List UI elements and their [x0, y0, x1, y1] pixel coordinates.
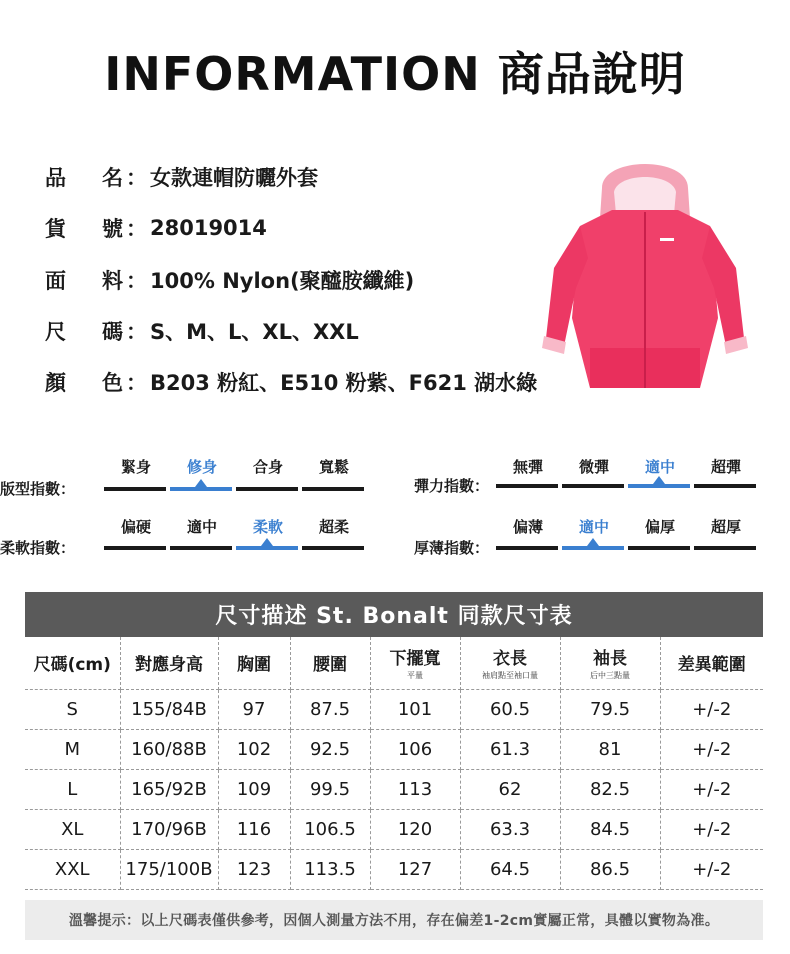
cell: +/-2	[660, 769, 763, 809]
header-size: 尺碼(cm)	[25, 637, 120, 689]
info-row-code	[45, 213, 267, 243]
fit-scale-label: 版型指數：	[0, 480, 76, 498]
softness-marker-icon	[261, 538, 273, 546]
softness-scale-label: 柔軟指數：	[0, 539, 76, 557]
cell: 62	[460, 769, 560, 809]
stretch-segment-active	[628, 484, 690, 488]
cell: +/-2	[660, 849, 763, 889]
stretch-scale-label: 彈力指數：	[414, 477, 490, 495]
header-length: 衣長 袖肩點至袖口量	[460, 637, 560, 689]
cell: +/-2	[660, 809, 763, 849]
cell: 64.5	[460, 849, 560, 889]
thickness-option-0: 偏薄	[512, 518, 543, 536]
stretch-segment	[694, 484, 756, 488]
fit-option-0: 緊身	[120, 458, 151, 476]
cell: 160/88B	[120, 729, 218, 769]
table-header-row	[25, 637, 763, 689]
header-tolerance: 差異範圍	[660, 637, 763, 689]
cell: L	[25, 769, 120, 809]
fit-marker-icon	[195, 479, 207, 487]
thickness-segment	[694, 546, 756, 550]
size-note: 溫馨提示：以上尺碼表僅供參考，因個人測量方法不用，存在偏差1-2cm實屬正常，具體以實物為准。	[25, 900, 763, 940]
header-hem: 下擺寬 平量	[370, 637, 460, 689]
fit-segment	[302, 487, 364, 491]
cell: 155/84B	[120, 689, 218, 729]
info-value-fabric: 100% Nylon(聚醯胺纖維)	[150, 269, 415, 293]
cell: 106.5	[290, 809, 370, 849]
jacket-image	[540, 148, 750, 398]
cell: 113.5	[290, 849, 370, 889]
info-key: 品	[45, 166, 66, 190]
table-row	[25, 689, 763, 729]
stretch-segment	[496, 484, 558, 488]
table-row	[25, 849, 763, 889]
info-key: 面	[45, 269, 66, 293]
cell: M	[25, 729, 120, 769]
info-key: 色	[102, 371, 123, 395]
header-height: 對應身高	[120, 637, 218, 689]
cell: 63.3	[460, 809, 560, 849]
header-hem-sub: 平量	[407, 671, 423, 681]
info-key: 號	[102, 217, 123, 241]
info-sep: ：	[126, 166, 147, 190]
cell: 127	[370, 849, 460, 889]
cell: 81	[560, 729, 660, 769]
info-row-size	[45, 316, 359, 346]
softness-option-2: 柔軟	[252, 518, 283, 536]
stretch-option-1: 微彈	[578, 458, 609, 476]
fit-segment	[236, 487, 298, 491]
info-value-color: B203 粉紅、E510 粉紫、F621 湖水綠	[150, 371, 538, 395]
info-key: 料	[102, 269, 123, 293]
cell: 79.5	[560, 689, 660, 729]
stretch-option-0: 無彈	[512, 458, 543, 476]
cell: 82.5	[560, 769, 660, 809]
fit-segment	[104, 487, 166, 491]
softness-segment-active	[236, 546, 298, 550]
table-row	[25, 729, 763, 769]
thickness-segment	[628, 546, 690, 550]
thickness-option-1: 適中	[578, 518, 609, 536]
info-key: 貨	[45, 217, 66, 241]
cell: 120	[370, 809, 460, 849]
thickness-segment	[496, 546, 558, 550]
cell: S	[25, 689, 120, 729]
stretch-option-2: 適中	[644, 458, 675, 476]
stretch-marker-icon	[653, 476, 665, 484]
cell: 60.5	[460, 689, 560, 729]
info-row-name	[45, 162, 318, 192]
cell: 99.5	[290, 769, 370, 809]
cell: 116	[218, 809, 290, 849]
softness-option-3: 超柔	[318, 518, 349, 536]
cell: 61.3	[460, 729, 560, 769]
softness-segment	[170, 546, 232, 550]
page-title: INFORMATION 商品說明	[104, 47, 686, 101]
size-table-title: 尺寸描述 St. Bonalt 同款尺寸表	[25, 592, 763, 637]
cell: 84.5	[560, 809, 660, 849]
info-row-color	[45, 367, 537, 397]
cell: XXL	[25, 849, 120, 889]
info-key: 名	[102, 166, 123, 190]
cell: 101	[370, 689, 460, 729]
cell: +/-2	[660, 689, 763, 729]
info-value-name: 女款連帽防曬外套	[150, 166, 318, 190]
stretch-segment	[562, 484, 624, 488]
cell: 109	[218, 769, 290, 809]
header-waist: 腰圍	[290, 637, 370, 689]
cell: 102	[218, 729, 290, 769]
header-sleeve: 袖長 后中三點量	[560, 637, 660, 689]
fit-option-2: 合身	[252, 458, 283, 476]
softness-option-0: 偏硬	[120, 518, 151, 536]
thickness-marker-icon	[587, 538, 599, 546]
cell: 113	[370, 769, 460, 809]
header-chest: 胸圍	[218, 637, 290, 689]
thickness-option-2: 偏厚	[644, 518, 675, 536]
table-row	[25, 769, 763, 809]
table-row	[25, 809, 763, 849]
info-sep: ：	[126, 269, 147, 293]
cell: 123	[218, 849, 290, 889]
cell: 86.5	[560, 849, 660, 889]
info-value-code: 28019014	[150, 216, 267, 240]
header-sleeve-sub: 后中三點量	[590, 671, 630, 681]
softness-segment	[302, 546, 364, 550]
info-key: 顏	[45, 371, 66, 395]
cell: 165/92B	[120, 769, 218, 809]
cell: 92.5	[290, 729, 370, 769]
cell: 175/100B	[120, 849, 218, 889]
thickness-scale-label: 厚薄指數：	[414, 539, 490, 557]
info-value-size: S、M、L、XL、XXL	[150, 320, 359, 344]
softness-segment	[104, 546, 166, 550]
cell: 97	[218, 689, 290, 729]
header-length-sub: 袖肩點至袖口量	[482, 671, 538, 681]
thickness-option-3: 超厚	[710, 518, 741, 536]
info-sep: ：	[126, 217, 147, 241]
info-key: 碼	[102, 320, 123, 344]
softness-option-1: 適中	[186, 518, 217, 536]
info-row-fabric	[45, 265, 414, 295]
cell: 170/96B	[120, 809, 218, 849]
info-sep: ：	[126, 371, 147, 395]
thickness-segment-active	[562, 546, 624, 550]
info-sep: ：	[126, 320, 147, 344]
cell: 106	[370, 729, 460, 769]
cell: +/-2	[660, 729, 763, 769]
cell: XL	[25, 809, 120, 849]
fit-option-3: 寬鬆	[318, 458, 349, 476]
cell: 87.5	[290, 689, 370, 729]
fit-option-1: 修身	[186, 458, 217, 476]
stretch-option-3: 超彈	[710, 458, 741, 476]
info-key: 尺	[45, 320, 66, 344]
fit-segment-active	[170, 487, 232, 491]
size-table	[25, 637, 763, 890]
